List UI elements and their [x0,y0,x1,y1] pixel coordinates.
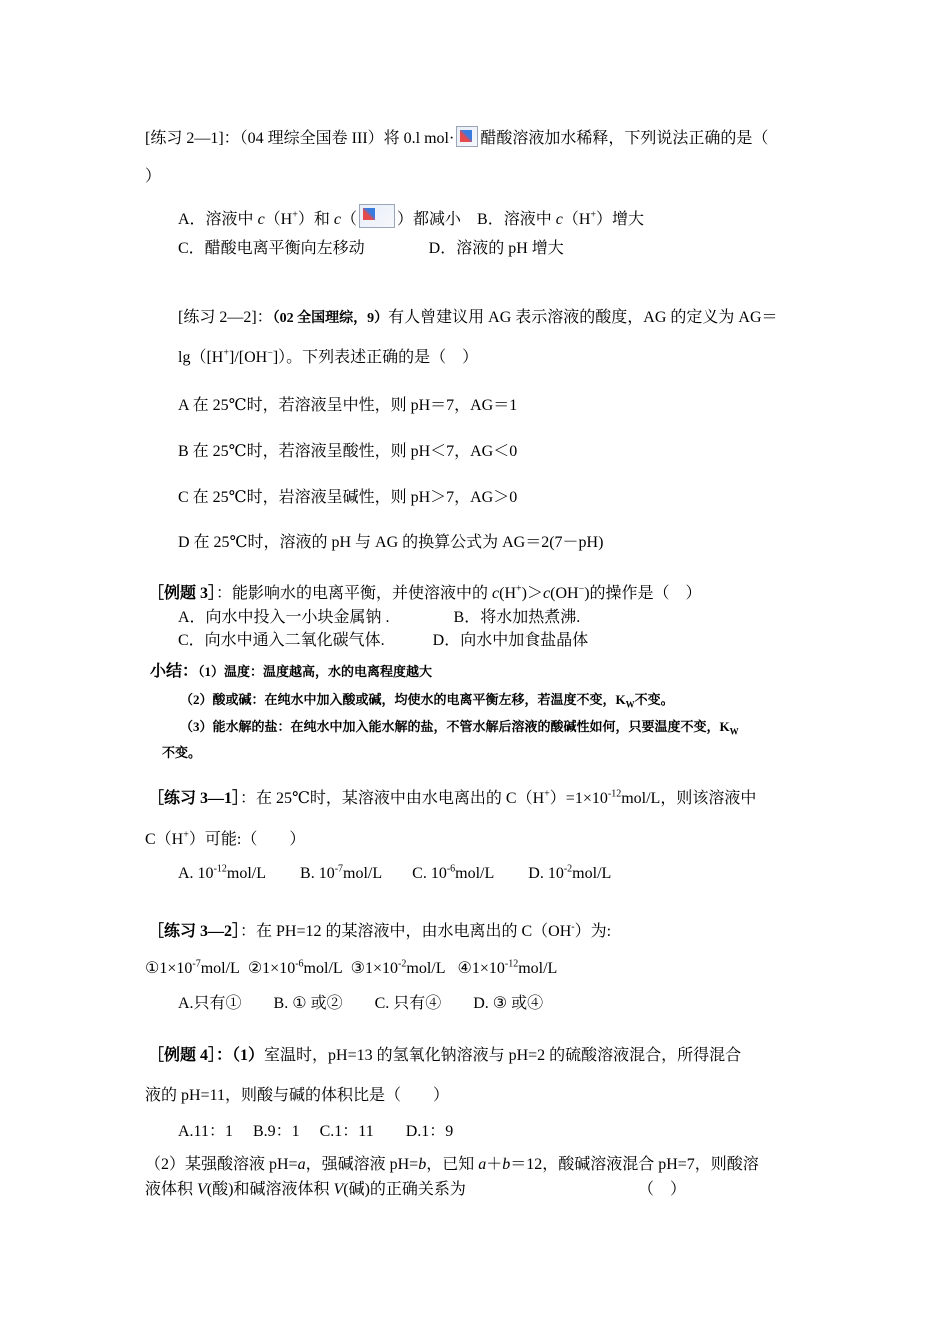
exercise-3-2-line1: ［练习 3—2］：在 PH=12 的某溶液中，由水电离出的 C（OH-）为: [148,921,612,940]
exercise-3-2-list: $①1\times 10^{-7}mol/L$ $②1\times 10^{-6}mol/L$ $③1\times 10^{-2}mol/L$ $④1\times 10^{-12}mol/L$ [145,958,558,977]
exercise-2-1-line2: ） [145,168,162,185]
example-4-line1: ［例题 4］：（1）室温时，pH=13 的氢氧化钠溶液与 pH=2 的硫酸溶液混合，所得混合 [148,1047,742,1064]
example-4-line2: 液的 pH=11，则酸与碱的体积比是（ ） [145,1087,449,1104]
exercise-2-2-option-c: C 在 25℃时，岩溶液呈碱性，则 pH＞7，AG＞0 [178,489,518,506]
exercise-2-2-line1: [练习 2—2]：（02 全国理综，9）有人曾建议用 AG 表示溶液的酸度，AG 的定义为 AG＝ [178,309,778,326]
summary-line3: （3）能水解的盐：在纯水中加入能水解的盐，不管水解后溶液的酸碱性如何，只要温度不变，$K_W$ [180,719,739,737]
example-4-part2-line1: （2）某强酸溶液 pH=a，强碱溶液 pH=b，已知 a＋b＝12，酸碱溶液混合 pH=7，则酸溶 [145,1156,759,1173]
example-4-options: A.11：1 B.9：1 C.1：11 D.1：9 [178,1123,454,1140]
summary-line2: （2）酸或碱：在纯水中加入酸或碱，均使水的电离平衡左移，若温度不变，$K_W$不变。 [180,692,674,710]
exercise-2-2-line2: lg（[H+]/[OH−]）。下列表述正确的是（ ） [178,347,479,366]
example-3-option-c-d: C．向水中通入二氧化碳气体. D．向水中加食盐晶体 [178,632,589,649]
example-4-answer-bracket: （ ） [638,1181,687,1198]
example-3-line1: ［例题 3］：能影响水的电离平衡，并使溶液中的 c(H+)＞c(OH−)的操作是（ ） [148,583,702,602]
formula-image-icon [359,204,395,228]
exercise-3-1-line1: ［练习 3—1］：在 25℃时，某溶液中由水电离出的 $C(H^+)=1\times 10^{-12}mol/L$，则该溶液中 [148,788,757,807]
exercise-3-2-options: A.只有① B. ① 或② C. 只有④ D. ③ 或④ [178,995,544,1012]
exercise-2-2-option-d: D 在 25℃时，溶液的 pH 与 AG 的换算公式为 AG＝2(7－pH) [178,534,604,551]
exercise-2-1-option-c-d: C．醋酸电离平衡向左移动 D．溶液的 pH 增大 [178,240,564,257]
example-3-option-a-b: A．向水中投入一小块金属钠 . B．将水加热煮沸. [178,609,581,626]
exercise-2-2-option-b: B 在 25℃时，若溶液呈酸性，则 pH＜7，AG＜0 [178,443,518,460]
formula-image-icon [456,126,478,147]
summary-line4: 不变。 [162,745,202,760]
exercise-3-1-options: A. $10^{-12}mol/L$ B. $10^{-7}mol/L$ C. $10^{-6}mol/L$ D. $10^{-2}mol/L$ [178,863,612,882]
summary-line1: 小结：（1）温度：温度越高，水的电离程度越大 [150,663,433,680]
exercise-2-1-option-a-b: A．溶液中 c（H+）和 c（ ）都减小 B．溶液中 c（H+）增大 [178,204,644,230]
exercise-2-2-option-a: A 在 25℃时，若溶液呈中性，则 pH＝7，AG＝1 [178,397,518,414]
exercise-2-1-line1: [练习 2—1]：（04 理综全国卷 III）将 0.l mol· 醋酸溶液加水稀释，下列说法正确的是（ [145,126,768,149]
exercise-3-1-line2: C（H+）可能:（ ） [145,829,306,848]
example-4-part2-line2: 液体积 V(酸)和碱溶液体积 V(碱)的正确关系为 [145,1181,466,1198]
